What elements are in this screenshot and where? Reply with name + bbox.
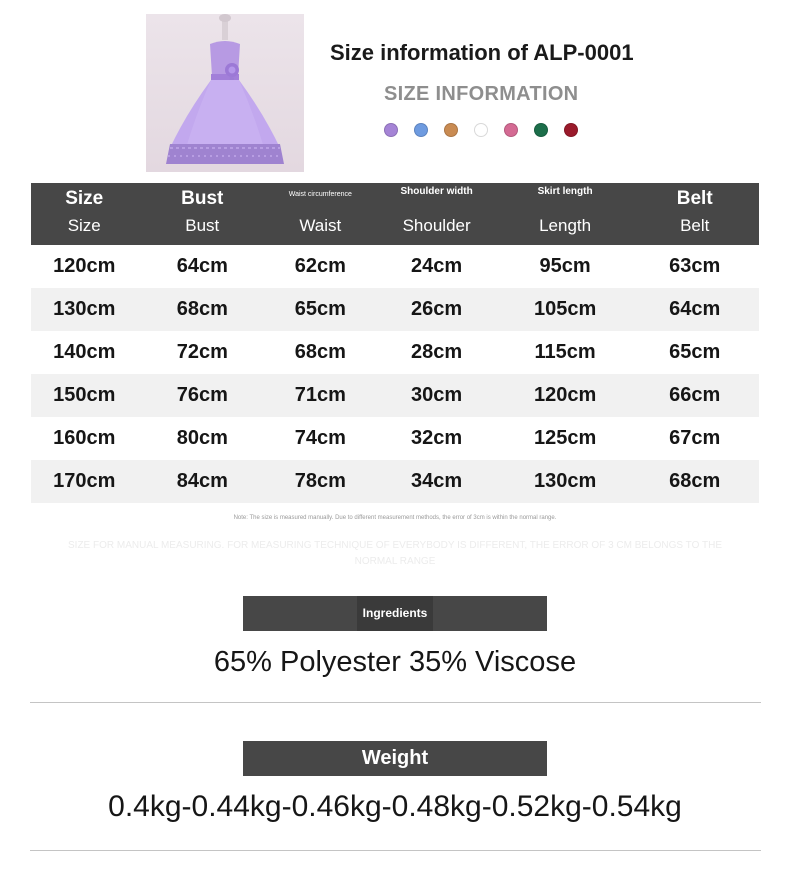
table-cell: 95cm <box>539 255 591 277</box>
table-row <box>31 288 759 331</box>
table-cell: 68cm <box>176 298 228 320</box>
table-cell: 170cm <box>53 470 116 492</box>
table-cell: 115cm <box>534 341 596 363</box>
table-cell: 28cm <box>411 341 463 363</box>
divider <box>30 702 761 703</box>
table-cell: 71cm <box>294 384 346 406</box>
table-cell: 62cm <box>294 255 346 277</box>
table-cell: 78cm <box>294 470 346 492</box>
table-cell: 76cm <box>176 384 228 406</box>
measurement-note: Note: The size is measured manually. Due to different measurement methods, the error of 3cm is within the normal range. <box>233 515 557 521</box>
column-header-subtitle: Size <box>67 216 101 235</box>
table-cell: 32cm <box>411 427 463 449</box>
color-swatch[interactable] <box>474 123 488 137</box>
column-header <box>31 183 137 245</box>
color-swatch[interactable] <box>534 123 548 137</box>
weight-value: 0.4kg-0.44kg-0.46kg-0.48kg-0.52kg-0.54kg <box>108 790 682 823</box>
table-cell: 74cm <box>294 427 346 449</box>
table-cell: 130cm <box>533 470 597 492</box>
measurement-note-faint: SIZE FOR MANUAL MEASURING. FOR MEASURING TECHNIQUE OF EVERYBODY IS DIFFERENT, THE ERROR OF 3 CM BELONGS TO THE NORMAL RANGE <box>68 540 722 567</box>
table-cell: 66cm <box>669 384 721 406</box>
color-swatch[interactable] <box>504 123 518 137</box>
column-header-subtitle: Belt <box>680 216 710 235</box>
table-cell: 64cm <box>669 298 721 320</box>
color-swatches <box>384 123 578 137</box>
table-cell: 26cm <box>411 298 463 320</box>
table-row <box>31 245 759 288</box>
table-cell: 65cm <box>669 341 721 363</box>
table-cell: 67cm <box>669 427 721 449</box>
column-header-title: Shoulder width <box>400 186 473 197</box>
table-cell: 68cm <box>669 470 721 492</box>
column-header-title: Skirt length <box>537 186 593 197</box>
table-cell: 64cm <box>176 255 228 277</box>
column-header-title: Bust <box>181 188 224 209</box>
page-title: Size information of ALP-0001 <box>330 40 634 65</box>
column-header <box>500 183 631 245</box>
table-cell: 80cm <box>176 427 228 449</box>
column-header <box>374 183 500 245</box>
column-header-subtitle: Waist <box>299 216 342 235</box>
table-row <box>31 374 759 417</box>
table-cell: 84cm <box>176 470 228 492</box>
product-photo-purple-dress <box>146 14 304 172</box>
column-header-title: Size <box>65 188 104 209</box>
column-header <box>267 183 373 245</box>
column-header-subtitle: Shoulder <box>402 216 471 235</box>
column-header <box>630 183 758 245</box>
size-table-header <box>31 183 759 245</box>
table-cell: 72cm <box>176 341 228 363</box>
table-cell: 34cm <box>411 470 463 492</box>
table-row <box>31 460 759 503</box>
column-header-subtitle: Bust <box>185 216 220 235</box>
table-cell: 68cm <box>294 341 346 363</box>
table-cell: 150cm <box>53 384 116 406</box>
column-header-title: Belt <box>676 188 713 209</box>
divider <box>30 850 761 851</box>
ingredients-label: Ingredients <box>357 596 434 631</box>
column-header-title: Waist circumference <box>288 191 352 198</box>
size-table <box>31 183 759 503</box>
column-header-subtitle: Length <box>539 216 592 235</box>
ingredients-header <box>243 596 547 631</box>
table-cell: 24cm <box>411 255 463 277</box>
color-swatch[interactable] <box>444 123 458 137</box>
ingredients-value: 65% Polyester 35% Viscose <box>213 646 577 678</box>
color-swatch[interactable] <box>414 123 428 137</box>
table-cell: 120cm <box>533 384 597 406</box>
table-cell: 125cm <box>533 427 597 449</box>
table-cell: 65cm <box>294 298 346 320</box>
table-cell: 30cm <box>411 384 463 406</box>
column-header <box>137 183 267 245</box>
table-cell: 63cm <box>669 255 721 277</box>
size-table-body <box>31 245 759 503</box>
table-cell: 140cm <box>53 341 116 363</box>
table-cell: 160cm <box>53 427 116 449</box>
weight-header <box>243 741 547 776</box>
dress-illustration <box>146 14 304 172</box>
table-row <box>31 417 759 460</box>
table-cell: 130cm <box>53 298 116 320</box>
table-row <box>31 331 759 374</box>
color-swatch[interactable] <box>384 123 398 137</box>
section-subtitle: SIZE INFORMATION <box>384 83 579 105</box>
table-cell: 120cm <box>53 255 116 277</box>
weight-label: Weight <box>361 747 429 769</box>
table-cell: 105cm <box>533 298 597 320</box>
color-swatch[interactable] <box>564 123 578 137</box>
